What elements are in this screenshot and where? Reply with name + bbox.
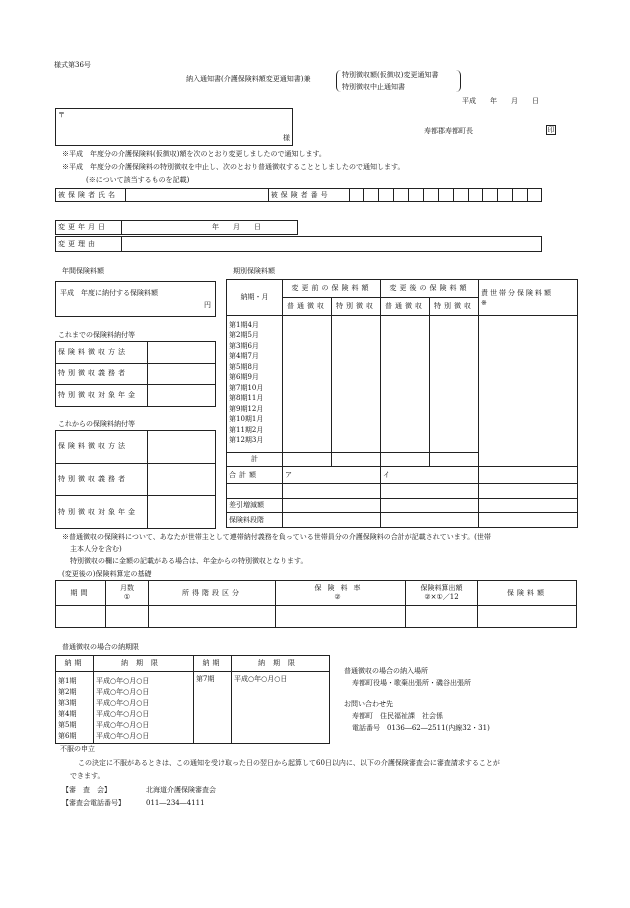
change-reason-label: 変更理由 [56, 237, 122, 252]
basis-period: 期間 [56, 581, 106, 606]
sum-a: ア [283, 467, 381, 484]
appeal-text-2: できます。 [70, 772, 105, 780]
basis-calc: 保険料算出額 ②×①／12 [406, 581, 478, 606]
schedule-left-periods: 第1期 第2期 第3期 第4期 第5期 第6期 [56, 672, 94, 744]
period-table [226, 279, 578, 528]
title-option-2: 特別徴収中止通知書 [342, 83, 405, 91]
annual-line: 平成 年度に納付する保険料額 [60, 289, 158, 297]
change-date-value: 年 月 日 [122, 221, 298, 235]
basis-table [55, 580, 577, 628]
before-normal-label: 普通徴収 [283, 297, 332, 315]
schedule-right-period: 第7期 [194, 672, 232, 744]
appeal-board-label: 【審 査 会】 [62, 786, 111, 794]
change-date-label: 変更年月日 [56, 221, 122, 235]
period-months: 第1期4月 第2期5月 第3期6月 第4期7月 第5期8月 第6期9月 第7期10月 第8期11月 第9期12月 第10期1月 第11期2月 第12期3月 [227, 315, 283, 452]
postal-mark: 〒 [58, 111, 65, 119]
insured-number-label: 被保険者番号 [268, 189, 349, 202]
payment-place-title: 普通徴収の場合の納入場所 [344, 667, 428, 675]
issue-date: 平成 年 月 日 [462, 97, 539, 105]
before-special-label: 特別徴収 [332, 297, 381, 315]
period-total: 計 [227, 452, 283, 467]
after-normal-label: 普通徴収 [381, 297, 430, 315]
period-household: 責世帯分保険料額 ※ [479, 280, 578, 316]
past-section-title: これまでの保険料納付等 [58, 331, 135, 339]
appeal-board-value: 北海道介護保険審査会 [146, 786, 216, 794]
appeal-phone-label: 【審査会電話番号】 [62, 799, 125, 807]
appeal-phone-value: 011―234―4111 [146, 799, 205, 807]
basis-tier: 所得階段区分 [149, 581, 276, 606]
annual-box [55, 281, 216, 317]
address-box [55, 108, 293, 146]
change-reason-field[interactable] [122, 237, 542, 252]
sum-i: イ [381, 467, 479, 484]
annual-yen: 円 [204, 301, 211, 309]
issuer-name: 寿都郡寿都町長 [424, 127, 473, 135]
form-title: 納入通知書(介護保険料額変更通知書)兼 [186, 75, 311, 83]
change-reason-table [55, 236, 542, 252]
insured-name-field[interactable] [126, 189, 269, 202]
insured-table [55, 188, 542, 202]
basis-months: 月数 ① [106, 581, 149, 606]
period-diff: 差引増減額 [227, 498, 283, 513]
future-row-label: 特別徴収義務者 [56, 463, 148, 496]
title-option-1: 特別徴収額(仮徴収)変更通知書 [342, 71, 439, 79]
future-table [55, 430, 216, 529]
contact-title: お問い合わせ先 [344, 700, 393, 708]
past-table [55, 341, 216, 407]
future-row-label: 特別徴収対象年金 [56, 496, 148, 529]
appeal-title: 不服の申立 [60, 745, 95, 753]
period-tier: 保険料段階 [227, 513, 283, 528]
schedule-table [55, 655, 330, 744]
contact-dept: 寿都町 住民福祉課 社会係 [352, 712, 443, 720]
past-row-label: 保険料徴収方法 [56, 342, 148, 364]
notice-3: (※について該当するものを記載) [86, 176, 190, 184]
after-special-label: 特別徴収 [430, 297, 479, 315]
col-limit-left: 納期限 [94, 656, 194, 672]
footnote-1b: 主本人分を含む) [70, 545, 122, 553]
appeal-text-1: この決定に不服があるときは、この通知を受け取った日の翌日から起算して60日以内に、以下の介護保険審査会に審査請求することが [78, 759, 500, 767]
payment-place-value: 寿都町役場・歌棄出張所・磯谷出張所 [352, 679, 471, 687]
col-period-right: 納期 [194, 656, 232, 672]
notice-1: ※平成 年度分の介護保険料(仮徴収)額を次のとおり変更しましたので通知します。 [62, 150, 326, 158]
schedule-section-title: 普通徴収の場合の納期限 [62, 643, 139, 651]
basis-amount: 保険料額 [478, 581, 577, 606]
honorific: 様 [283, 134, 290, 142]
footnote-1: ※普通徴収の保険料について、あなたが世帯主として連帯納付義務を負っている世帯員分の介護保険料の合計が記載されています。(世帯 [62, 533, 491, 541]
annual-section-title: 年間保険料額 [62, 267, 104, 275]
col-limit-right: 納期限 [232, 656, 330, 672]
period-after: 変更後の保険料額 [381, 280, 479, 298]
basis-section-title: (変更後の)保険料算定の基礎 [62, 570, 152, 578]
insured-name-label: 被保険者氏名 [56, 189, 126, 202]
future-section-title: これからの保険料納付等 [58, 420, 135, 428]
period-sum-label: 合計額 [227, 467, 283, 484]
period-section-title: 期別保険料額 [233, 267, 275, 275]
period-before: 変更前の保険料額 [283, 280, 381, 298]
future-row-label: 保険料徴収方法 [56, 431, 148, 464]
past-row-label: 特別徴収対象年金 [56, 385, 148, 407]
contact-phone: 電話番号 0136―62―2511(内線32・31) [352, 724, 490, 732]
schedule-left-dates: 平成○年○月○日 平成○年○月○日 平成○年○月○日 平成○年○月○日 平成○年○月○日 平成○年○月○日 [94, 672, 194, 744]
basis-rate: 保険料率 ② [276, 581, 406, 606]
notice-2: ※平成 年度分の介護保険料の特別徴収を中止し、次のとおり普通徴収することとしましたので通知します。 [62, 163, 405, 171]
period-col-month: 納期・月 [227, 280, 283, 316]
change-date-table [55, 220, 298, 235]
col-period-left: 納期 [56, 656, 94, 672]
schedule-right-date: 平成○年○月○日 [232, 672, 330, 744]
footnote-2: 特別徴収の欄に金額の記載がある場合は、年金からの特別徴収となります。 [70, 557, 308, 565]
seal-mark: 印 [547, 126, 555, 134]
past-row-label: 特別徴収義務者 [56, 363, 148, 385]
form-number: 様式第36号 [54, 61, 91, 69]
